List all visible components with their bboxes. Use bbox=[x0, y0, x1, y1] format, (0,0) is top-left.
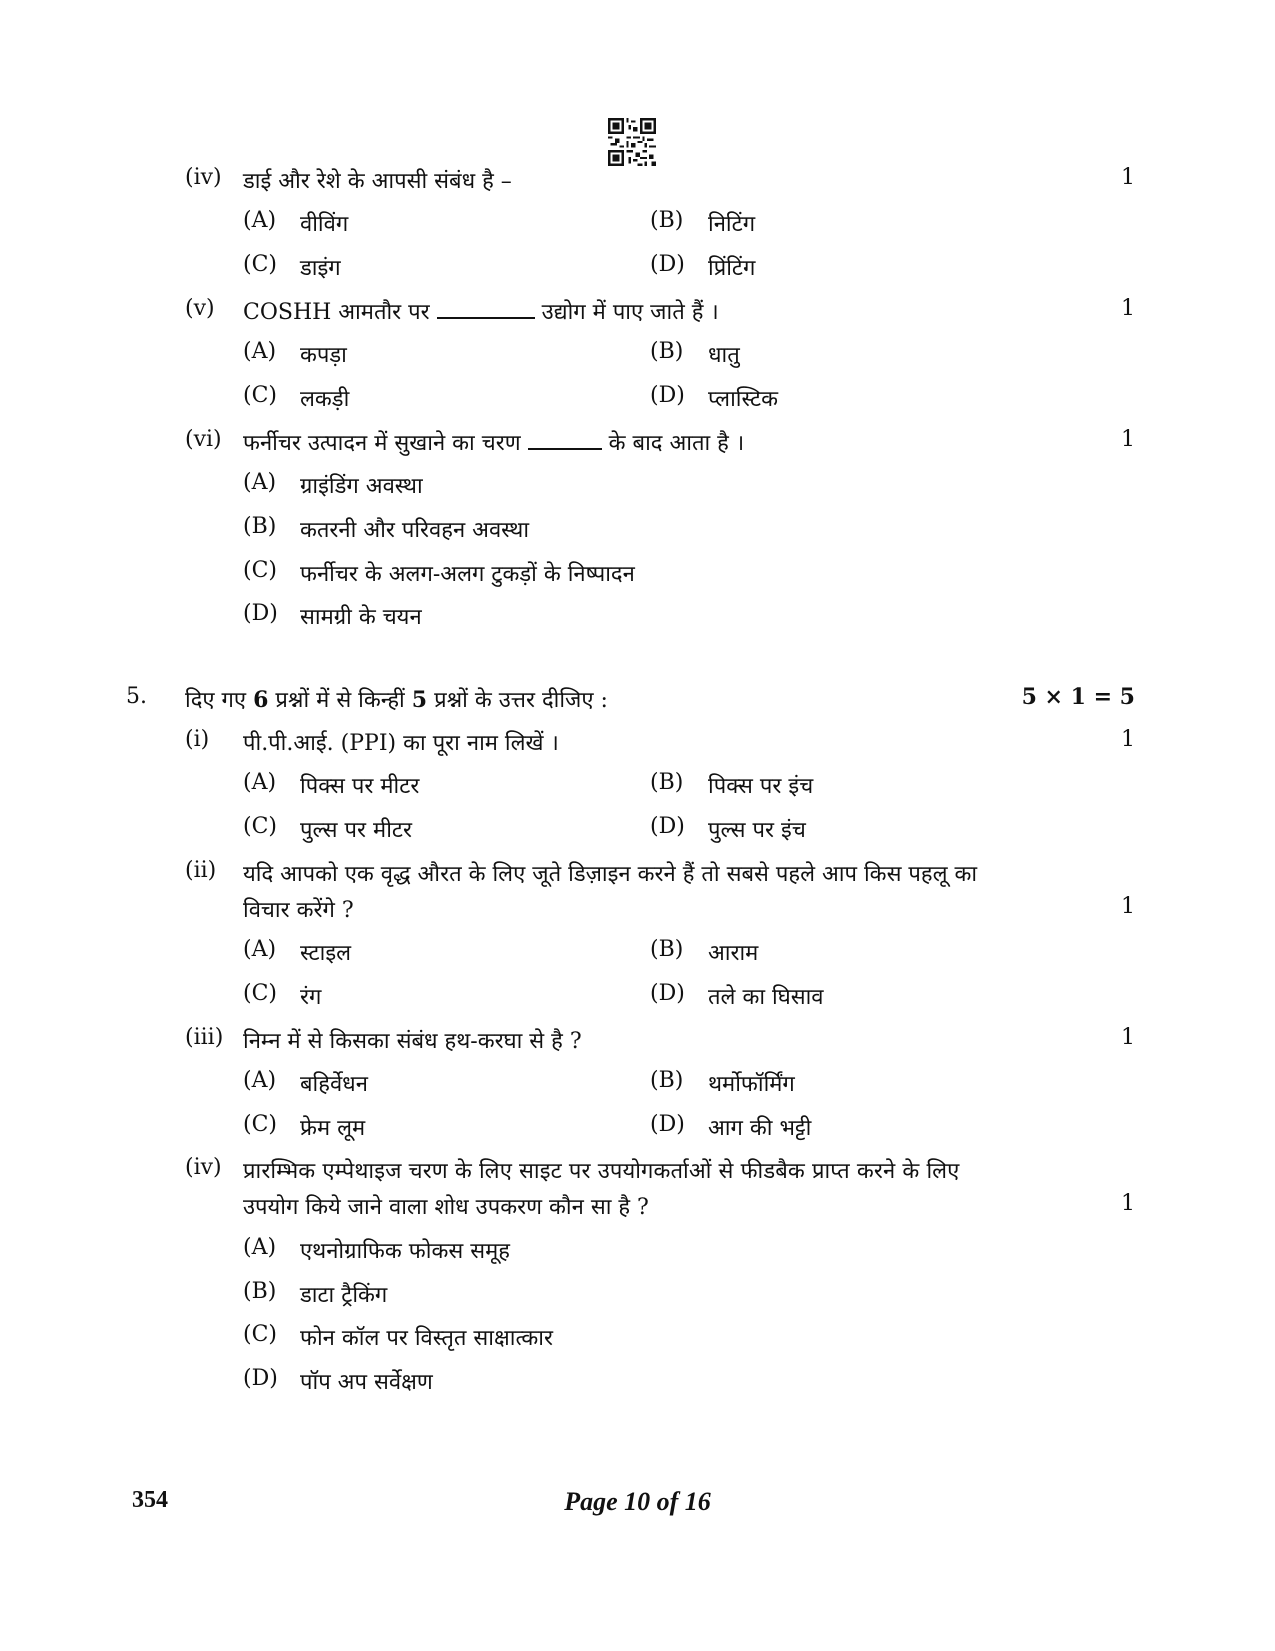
option-label: (B) bbox=[650, 339, 684, 364]
option-text: फ्रेम लूम bbox=[300, 1116, 366, 1141]
paper-code: 354 bbox=[132, 1487, 168, 1513]
option-text: पुल्स पर इंच bbox=[708, 818, 806, 843]
option-text: पुल्स पर मीटर bbox=[300, 818, 412, 843]
option-text: एथनोग्राफिक फोकस समूह bbox=[300, 1239, 510, 1264]
instruction-count-answer: 5 bbox=[411, 687, 428, 713]
question-text-line-1: यदि आपको एक वृद्ध औरत के लिए जूते डिज़ाइन करने हैं तो सबसे पहले आप किस पहलू का bbox=[243, 862, 978, 887]
qr-code bbox=[608, 118, 656, 166]
option-text: सामग्री के चयन bbox=[300, 605, 422, 630]
option-label: (D) bbox=[650, 814, 685, 839]
option-label: (A) bbox=[243, 208, 277, 233]
option-label: (A) bbox=[243, 1068, 277, 1093]
option-label: (C) bbox=[243, 558, 277, 583]
question-text-line-2: उपयोग किये जाने वाला शोध उपकरण कौन सा है ? bbox=[243, 1195, 649, 1220]
question-marks: 1 bbox=[1121, 1025, 1135, 1050]
question-text bbox=[243, 427, 744, 457]
option-text: थर्मोफॉर्मिंग bbox=[708, 1072, 795, 1097]
question-text-line-1: प्रारम्भिक एम्पेथाइज चरण के लिए साइट पर उपयोगकर्ताओं से फीडबैक प्राप्त करने के लिए bbox=[243, 1159, 960, 1184]
question-text-before-blank: COSHH आमतौर पर bbox=[243, 300, 430, 325]
option-text: आराम bbox=[708, 941, 759, 966]
option-label: (B) bbox=[650, 208, 684, 233]
question-text bbox=[243, 296, 719, 326]
option-label: (D) bbox=[650, 383, 685, 408]
question-text: डाई और रेशे के आपसी संबंध है – bbox=[243, 169, 512, 194]
question-marks: 1 bbox=[1121, 727, 1135, 752]
option-text: फोन कॉल पर विस्तृत साक्षात्कार bbox=[300, 1326, 553, 1351]
option-text: तले का घिसाव bbox=[708, 985, 824, 1010]
question-number: (vi) bbox=[185, 427, 222, 452]
option-label: (B) bbox=[650, 937, 684, 962]
option-text: बहिर्वेधन bbox=[300, 1072, 368, 1097]
instruction-part: दिए गए bbox=[185, 688, 247, 713]
question-marks: 5 × 1 = 5 bbox=[1021, 684, 1135, 710]
option-text: फर्नीचर के अलग-अलग टुकड़ों के निष्पादन bbox=[300, 562, 635, 587]
option-label: (A) bbox=[243, 770, 277, 795]
question-marks: 1 bbox=[1121, 1191, 1135, 1216]
option-text: कतरनी और परिवहन अवस्था bbox=[300, 518, 530, 543]
option-label: (A) bbox=[243, 470, 277, 495]
question-number: (ii) bbox=[185, 858, 217, 883]
option-text: धातु bbox=[708, 343, 740, 368]
option-text: स्टाइल bbox=[300, 941, 352, 966]
question-instruction bbox=[185, 684, 608, 714]
question-text-line-2: विचार करेंगे ? bbox=[243, 898, 354, 923]
question-number: (iv) bbox=[185, 165, 222, 190]
option-label: (C) bbox=[243, 981, 277, 1006]
question-text-after-blank: के बाद आता है । bbox=[608, 431, 745, 456]
question-text: पी.पी.आई. (PPI) का पूरा नाम लिखें । bbox=[243, 731, 559, 756]
option-label: (D) bbox=[650, 1112, 685, 1137]
option-text: वीविंग bbox=[300, 212, 349, 237]
option-text: पिक्स पर इंच bbox=[708, 774, 814, 799]
option-label: (C) bbox=[243, 1112, 277, 1137]
option-label: (A) bbox=[243, 1235, 277, 1260]
option-text: पिक्स पर मीटर bbox=[300, 774, 420, 799]
instruction-part: प्रश्नों के उत्तर दीजिए : bbox=[434, 688, 608, 713]
option-text: ग्राइंडिंग अवस्था bbox=[300, 474, 423, 499]
option-label: (B) bbox=[243, 1279, 277, 1304]
question-number: 5. bbox=[126, 684, 147, 709]
answer-blank bbox=[437, 299, 535, 319]
option-text: प्रिंटिंग bbox=[708, 256, 756, 281]
option-text: डाटा ट्रैकिंग bbox=[300, 1283, 388, 1308]
instruction-count-total: 6 bbox=[253, 687, 269, 713]
question-text-before-blank: फर्नीचर उत्पादन में सुखाने का चरण bbox=[243, 431, 521, 456]
option-label: (B) bbox=[650, 1068, 684, 1093]
page-number: Page 10 of 16 bbox=[564, 1487, 711, 1516]
option-label: (B) bbox=[243, 514, 277, 539]
option-text: लकड़ी bbox=[300, 387, 350, 412]
option-label: (D) bbox=[243, 1366, 278, 1391]
option-text: पॉप अप सर्वेक्षण bbox=[300, 1370, 433, 1395]
question-marks: 1 bbox=[1121, 296, 1135, 321]
option-text: रंग bbox=[300, 985, 322, 1010]
instruction-part: प्रश्नों में से किन्हीं bbox=[275, 688, 405, 713]
answer-blank bbox=[528, 430, 602, 450]
option-text: डाइंग bbox=[300, 256, 341, 281]
question-number: (iii) bbox=[185, 1025, 224, 1050]
option-text: कपड़ा bbox=[300, 343, 347, 368]
option-label: (C) bbox=[243, 1322, 277, 1347]
option-label: (B) bbox=[650, 770, 684, 795]
question-number: (i) bbox=[185, 727, 210, 752]
question-text-after-blank: उद्योग में पाए जाते हैं । bbox=[541, 300, 719, 325]
option-label: (A) bbox=[243, 937, 277, 962]
question-marks: 1 bbox=[1121, 427, 1135, 452]
question-number: (v) bbox=[185, 296, 215, 321]
question-number: (iv) bbox=[185, 1155, 222, 1180]
question-marks: 1 bbox=[1121, 894, 1135, 919]
option-label: (D) bbox=[650, 981, 685, 1006]
option-text: प्लास्टिक bbox=[708, 387, 779, 412]
option-label: (C) bbox=[243, 814, 277, 839]
option-text: निटिंग bbox=[708, 212, 756, 237]
option-label: (C) bbox=[243, 252, 277, 277]
option-text: आग की भट्टी bbox=[708, 1116, 812, 1141]
option-label: (C) bbox=[243, 383, 277, 408]
question-marks: 1 bbox=[1121, 165, 1135, 190]
option-label: (D) bbox=[243, 601, 278, 626]
option-label: (A) bbox=[243, 339, 277, 364]
question-text: निम्न में से किसका संबंध हथ-करघा से है ? bbox=[243, 1029, 582, 1054]
option-label: (D) bbox=[650, 252, 685, 277]
